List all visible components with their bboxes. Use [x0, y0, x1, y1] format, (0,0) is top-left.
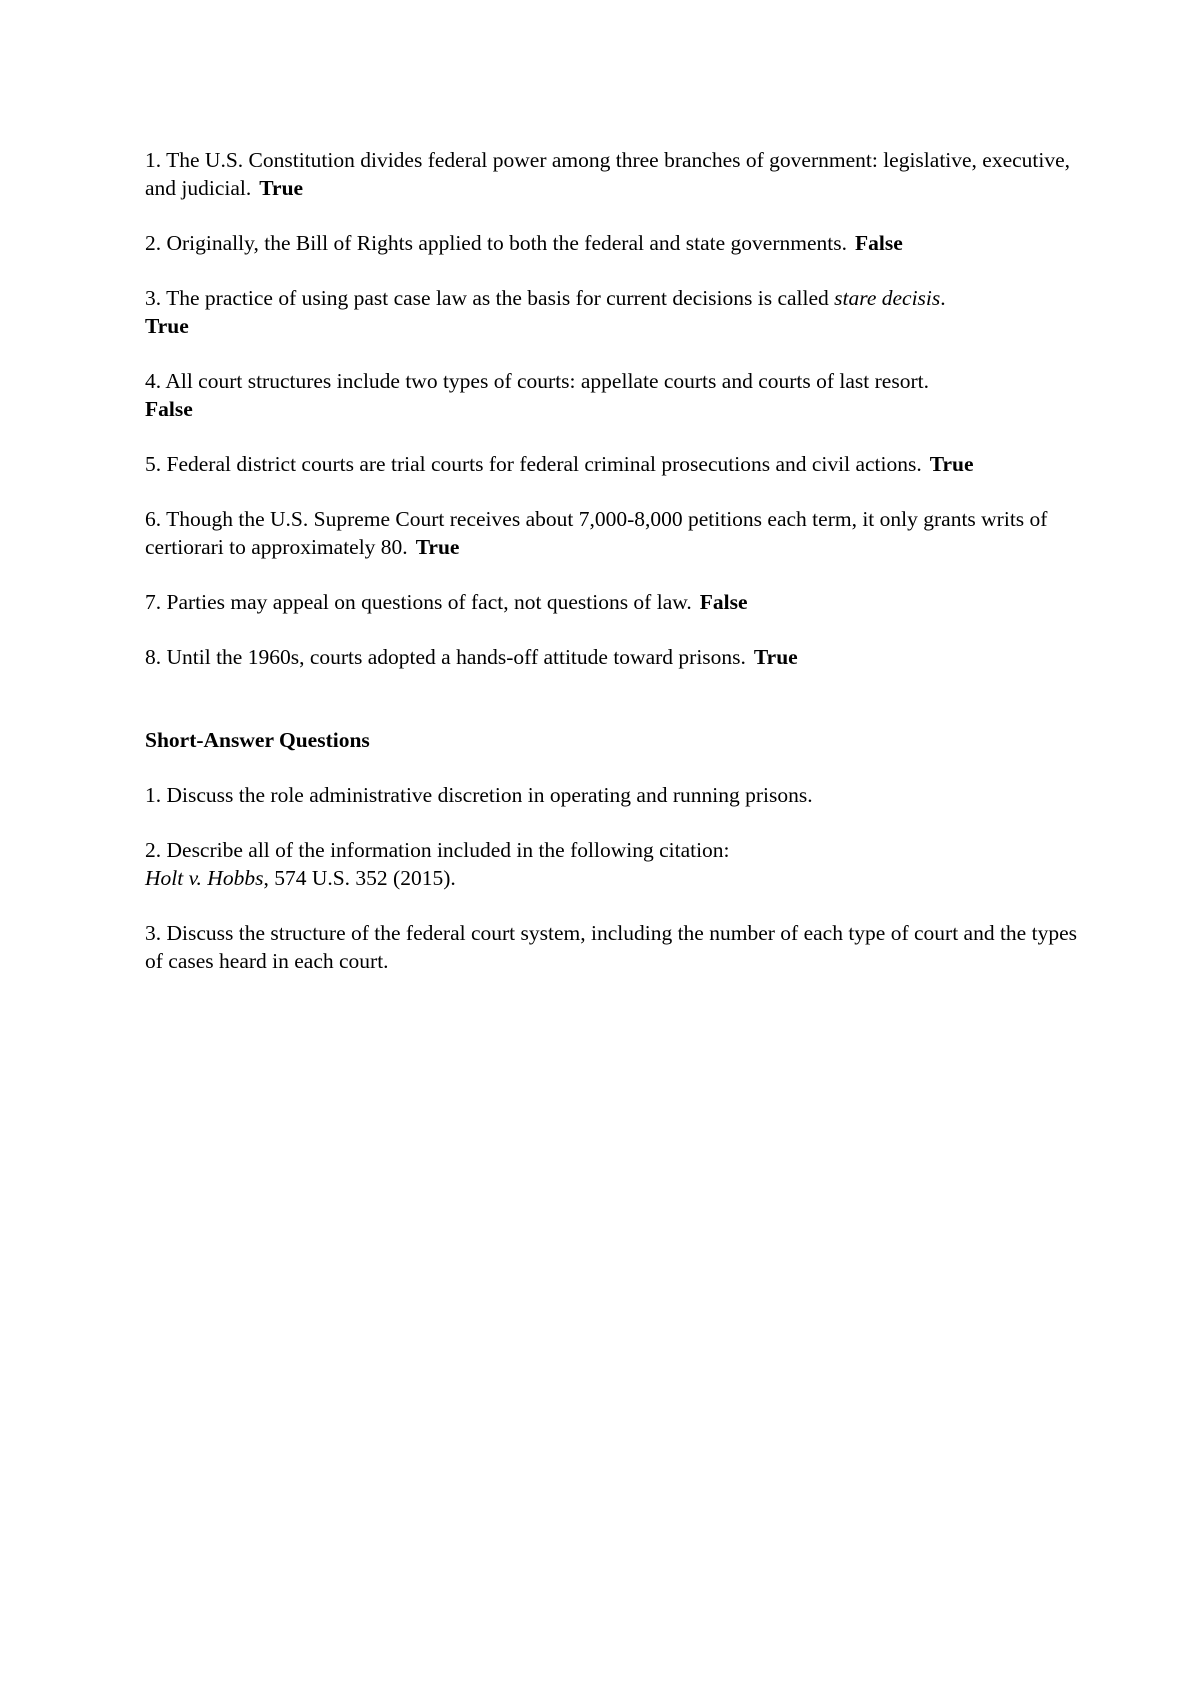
tf-question-text: 6. Though the U.S. Supreme Court receives about 7,000-8,000 petitions each term, it only grants writs of certiorari to approximately 80.: [145, 507, 1048, 559]
tf-answer: True: [145, 314, 189, 338]
tf-question-3: [145, 284, 1085, 340]
tf-answer: False: [145, 397, 193, 421]
sa-question-text: 1. Discuss the role administrative discretion in operating and running prisons.: [145, 783, 813, 807]
sa-question-text: 3. Discuss the structure of the federal court system, including the number of each type of court and the types of cases heard in each court.: [145, 921, 1077, 973]
tf-question-4: [145, 367, 1085, 423]
sa-question-1: [145, 781, 1085, 809]
tf-question-text: 5. Federal district courts are trial courts for federal criminal prosecutions and civil actions.: [145, 452, 922, 476]
sa-question-2: [145, 836, 1085, 892]
tf-question-6: [145, 505, 1085, 561]
tf-answer: True: [259, 176, 304, 200]
short-answer-heading: Short-Answer Questions: [145, 728, 370, 752]
tf-answer: False: [699, 590, 748, 614]
tf-question-text: 1. The U.S. Constitution divides federal power among three branches of government: legislative, executive, and judicial.: [145, 148, 1071, 200]
tf-question-7: [145, 588, 1085, 616]
tf-answer: True: [929, 452, 974, 476]
tf-question-text: 7. Parties may appeal on questions of fact, not questions of law.: [145, 590, 692, 614]
tf-question-text: 2. Originally, the Bill of Rights applied to both the federal and state governments.: [145, 231, 847, 255]
tf-question-2: [145, 229, 1085, 257]
tf-question-1: [145, 146, 1085, 202]
tf-question-punct: .: [940, 286, 946, 310]
tf-answer: False: [854, 231, 903, 255]
page-content: [145, 146, 1085, 1002]
tf-question-text: 8. Until the 1960s, courts adopted a hands-off attitude toward prisons.: [145, 645, 746, 669]
tf-question-5: [145, 450, 1085, 478]
tf-question-text: 4. All court structures include two types of courts: appellate courts and courts of last resort.: [145, 369, 929, 393]
tf-question-term: stare decisis: [834, 286, 941, 310]
tf-answer: True: [415, 535, 460, 559]
sa-question-text: 2. Describe all of the information included in the following citation:: [145, 838, 730, 862]
tf-question-8: [145, 643, 1085, 671]
tf-question-text: 3. The practice of using past case law as the basis for current decisions is called: [145, 286, 835, 310]
tf-answer: True: [753, 645, 798, 669]
sa-question-3: [145, 919, 1085, 975]
case-citation: , 574 U.S. 352 (2015).: [263, 866, 456, 890]
case-name: Holt v. Hobbs: [145, 866, 264, 890]
